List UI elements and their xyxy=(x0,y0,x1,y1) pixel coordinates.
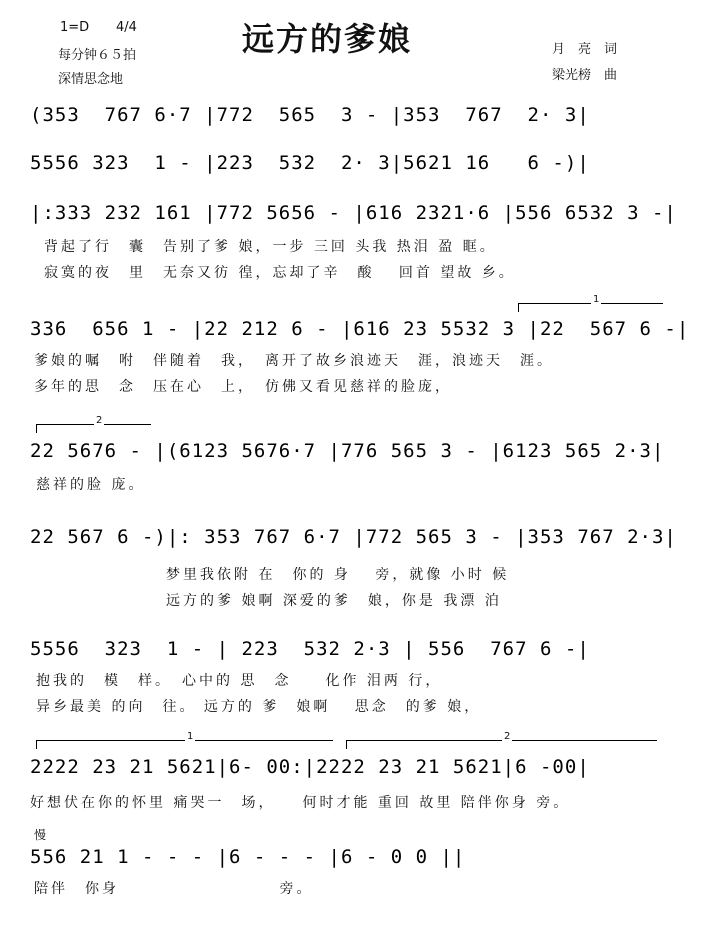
expression-mark: 深情思念地 xyxy=(58,72,124,87)
tempo-change-mark: 慢 xyxy=(34,828,47,842)
notation: 336 656 1 - |22 212 6 - |616 23 5532 3 |22 567 6 -| xyxy=(30,318,690,340)
staff-line-7 xyxy=(30,638,688,718)
staff-line-3 xyxy=(30,202,688,282)
staff-line-4 xyxy=(30,318,688,398)
notation: |:333 232 161 |772 5656 - |616 2321·6 |556 6532 3 -| xyxy=(30,202,677,224)
lyric-line: 好想伏在你的怀里 痛哭一 场， 何时才能 重回 故里 陪伴你身 旁。 xyxy=(30,795,571,811)
tempo-mark: 每分钟６５拍 xyxy=(58,48,137,63)
staff-line-1 xyxy=(30,104,688,134)
lyric-verse-1: 背起了行 囊 告别了爹 娘，一步 三回 头我 热泪 盈 眶。 xyxy=(44,239,497,255)
lyric-verse-2: 多年的思 念 压在心 上， 仿佛又看见慈祥的脸庞， xyxy=(34,379,452,395)
lyric-line: 陪伴 你身 旁。 xyxy=(34,881,314,897)
volta-bracket-1 xyxy=(36,731,333,749)
staff-line-8 xyxy=(30,756,688,812)
staff-line-2 xyxy=(30,152,688,182)
lyric-verse-1: 爹娘的嘱 咐 伴随着 我， 离开了故乡浪迹天 涯，浪迹天 涯。 xyxy=(34,353,554,369)
notation: 556 21 1 - - - |6 - - - |6 - 0 0 || xyxy=(30,846,466,868)
volta-bracket-1 xyxy=(518,294,663,312)
volta-number: 1 xyxy=(593,294,600,305)
lyric-verse-2: 寂寞的夜 里 无奈又彷 徨，忘却了辛 酸 回首 望故 乡。 xyxy=(44,265,516,281)
volta-number: 2 xyxy=(96,415,103,426)
composer-credit: 梁光榜 曲 xyxy=(552,68,618,83)
lyric-verse-1: 抱我的 模 样。 心中的 思 念 化作 泪两 行， xyxy=(36,673,443,689)
lyricist-credit: 月 亮 词 xyxy=(552,42,618,57)
volta-bracket-2 xyxy=(36,415,151,433)
lyric-line: 慈祥的脸 庞。 xyxy=(36,477,146,493)
key-signature: 1=D xyxy=(60,20,90,35)
notation: 22 567 6 -)|: 353 767 6·7 |772 565 3 - |353 767 2·3| xyxy=(30,526,677,548)
lyric-verse-1: 梦里我依附 在 你的 身 旁，就像 小时 候 xyxy=(30,567,510,583)
notation: (353 767 6·7 |772 565 3 - |353 767 2· 3| xyxy=(30,104,590,126)
lyric-verse-2: 远方的爹 娘啊 深爱的爹 娘，你是 我漂 泊 xyxy=(30,593,502,609)
staff-line-9 xyxy=(30,846,688,906)
volta-number: 2 xyxy=(504,731,511,742)
time-signature: 4/4 xyxy=(116,20,137,35)
song-title: 远方的爹娘 xyxy=(242,20,413,58)
notation: 5556 323 1 - | 223 532 2·3 | 556 767 6 -| xyxy=(30,638,590,660)
notation: 22 5676 - |(6123 5676·7 |776 565 3 - |6123 565 2·3| xyxy=(30,440,665,462)
staff-line-5 xyxy=(30,440,688,496)
lyric-verse-2: 异乡最美 的向 往。 远方的 爹 娘啊 思念 的爹 娘， xyxy=(36,699,482,715)
volta-bracket-2 xyxy=(346,731,657,749)
volta-number: 1 xyxy=(187,731,194,742)
staff-line-6 xyxy=(30,526,688,609)
notation: 2222 23 21 5621|6- 00:|2222 23 21 5621|6 -00| xyxy=(30,756,590,778)
notation: 5556 323 1 - |223 532 2· 3|5621 16 6 -)| xyxy=(30,152,590,174)
